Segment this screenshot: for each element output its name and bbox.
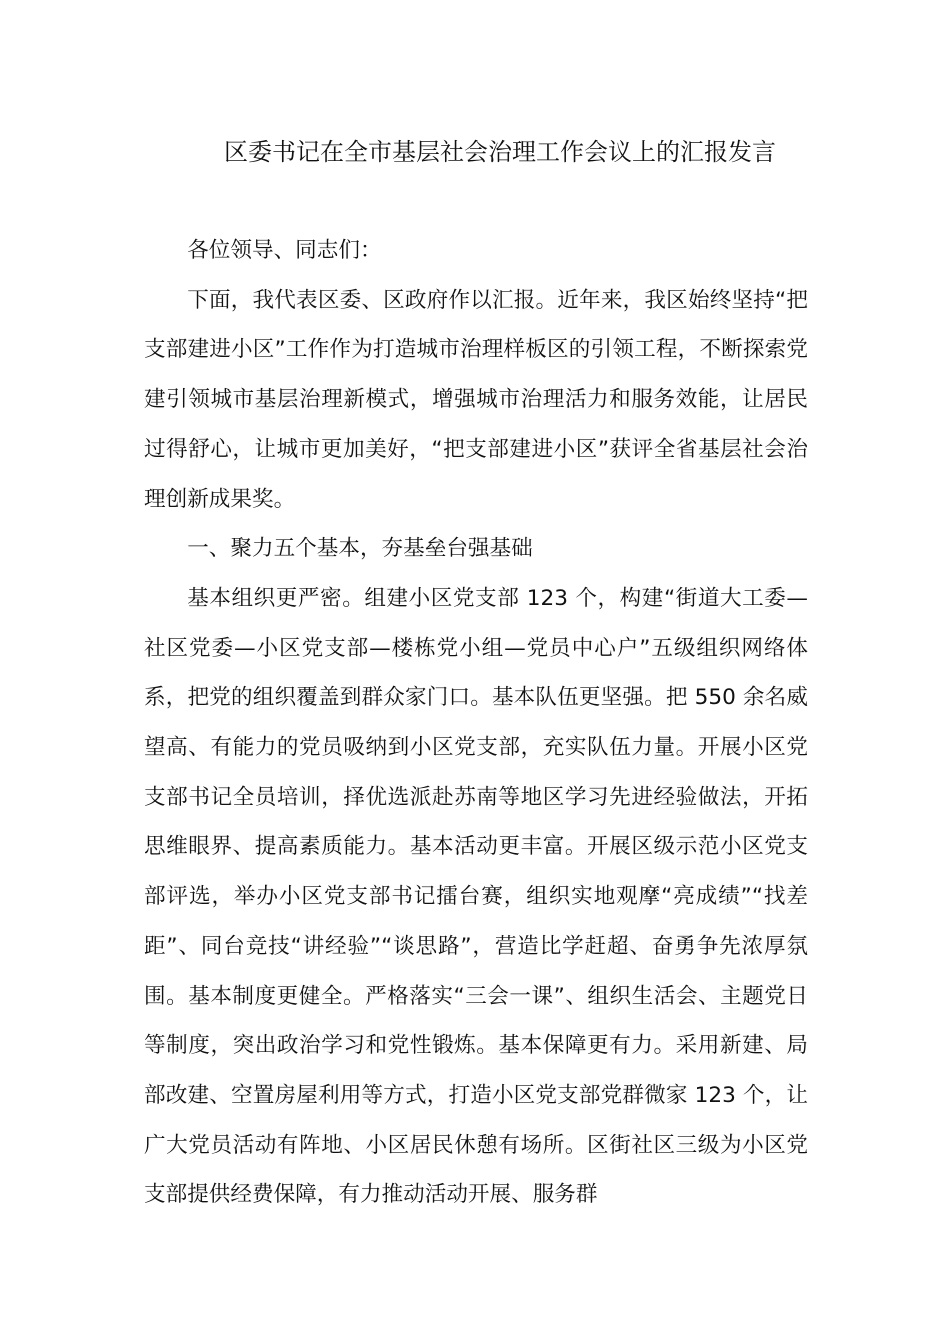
section-heading: 一、聚力五个基本，夯基垒台强基础 [187,536,533,562]
document-body [144,226,808,1220]
section-paragraph: 基本组织更严密。组建小区党支部 123 个，构建“街道大工委—社区党委—小区党支部—楼栋党小组—党员中心户”五级组织网络体系，把党的组织覆盖到群众家门口。基本队伍更坚强。把 550 余名威望高、有能力的党员吸纳到小区党支部，充实队伍力量。开展小区党支部书记全员培训，择优选派赴苏南等地区学习先进经验做法，开拓思维眼界、提高素质能力。基本活动更丰富。开展区级示范小区党支部评选，举办小区党支部书记擂台赛，组织实地观摩“亮成绩”“找差距”、同台竞技“讲经验”“谈思路”，营造比学赶超、奋勇争先浓厚氛围。基本制度更健全。严格落实“三会一课”、组织生活会、主题党日等制度，突出政治学习和党性锻炼。基本保障更有力。采用新建、局部改建、空置房屋利用等方式，打造小区党支部党群微家 123 个，让广大党员活动有阵地、小区居民休憩有场所。区街社区三级为小区党支部提供经费保障，有力推动活动开展、服务群 [144,585,808,1208]
salutation-paragraph: 各位领导、同志们： [187,238,382,263]
intro-paragraph: 下面，我代表区委、区政府作以汇报。近年来，我区始终坚持“把支部建进小区”工作作为打造城市治理样板区的引领工程，不断探索党建引领城市基层治理新模式，增强城市治理活力和服务效能，让居民过得舒心，让城市更加美好，“把支部建进小区”获评全省基层社会治理创新成果奖。 [144,287,808,512]
document-title: 区委书记在全市基层社会治理工作会议上的汇报发言 [224,138,776,166]
